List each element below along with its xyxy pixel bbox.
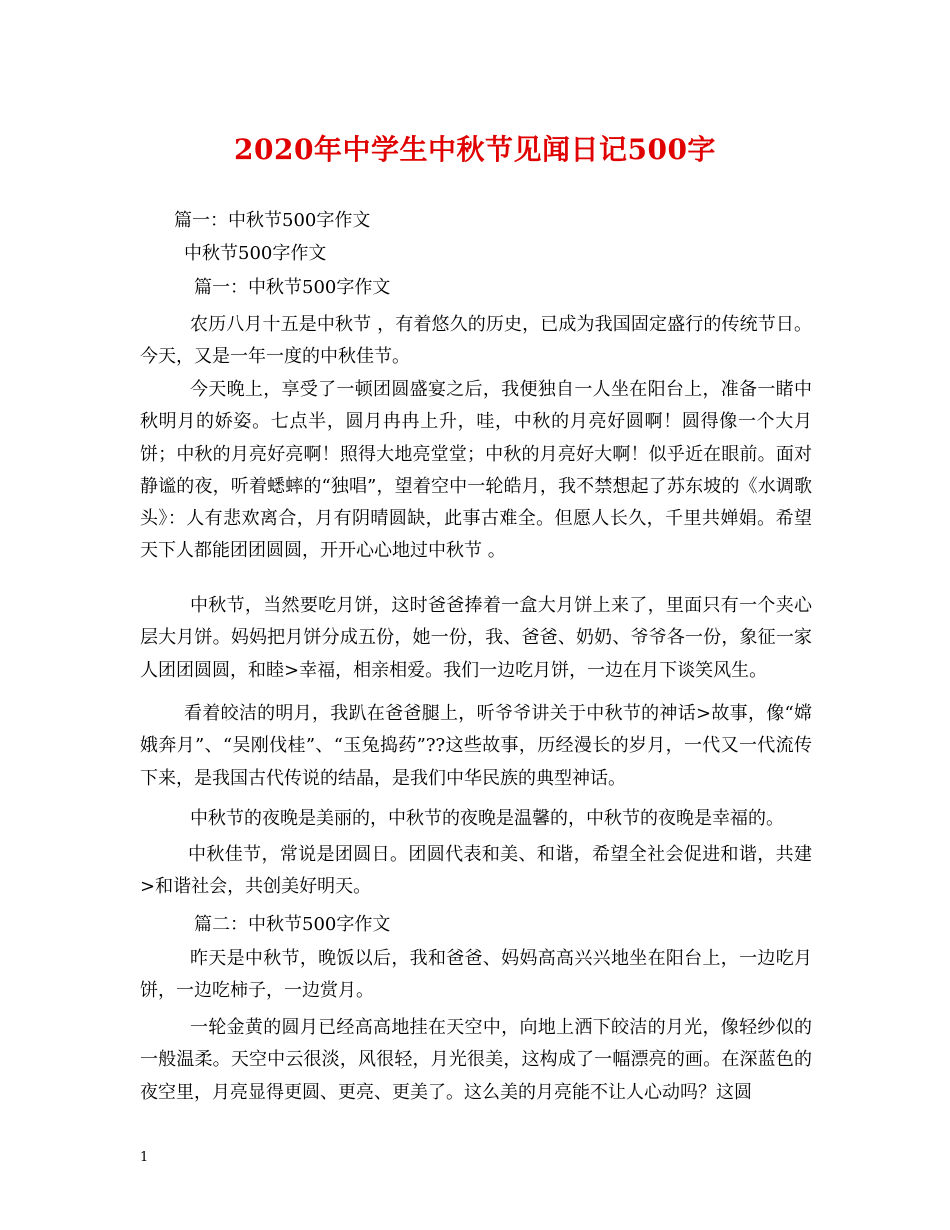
paragraph-2: 今天晚上，享受了一顿团圆盛宴之后，我便独自一人坐在阳台上，准备一睹中秋明月的娇姿。七点半，圆月冉冉上升，哇，中秋的月亮好圆啊！圆得像一个大月饼；中秋的月亮好亮啊！照得大地亮堂堂；中秋的月亮好大啊！似乎近在眼前。面对静谧的夜，听着蟋蟀的“独唱”，望着空中一轮皓月，我不禁想起了苏东坡的《水调歌头》：人有悲欢离合，月有阴晴圆缺，此事古难全。但愿人长久，千里共婵娟。希望天下人都能团团圆圆，开开心心地过中秋节 。 <box>140 379 812 562</box>
paragraph-8: 一轮金黄的圆月已经高高地挂在天空中，向地上洒下皎洁的月光，像轻纱似的一般温柔。天空中云很淡，风很轻，月光很美，这构成了一幅漂亮的画。在深蓝色的夜空里，月亮显得更圆、更亮、更美了。这么美的月亮能不让人心动吗？这圆 <box>140 1017 812 1103</box>
paragraph-3: 中秋节，当然要吃月饼，这时爸爸捧着一盒大月饼上来了，里面只有一个夹心层大月饼。妈妈把月饼分成五份，她一份，我、爸爸、奶奶、爷爷各一份，象征一家人团团圆圆，和睦>幸福，相亲相爱。我们一边吃月饼，一边在月下谈笑风生。 <box>140 595 812 681</box>
page-number: 1 <box>140 1150 149 1165</box>
paragraph-4: 看着皎洁的明月，我趴在爸爸腿上，听爷爷讲关于中秋节的神话>故事，像“嫦娥奔月”、“吴刚伐桂”、“玉兔捣药”??这些故事，历经漫长的岁月，一代又一代流传下来，是我国古代传说的结晶，是我们中华民族的典型神话。 <box>140 703 812 789</box>
paragraph-6: 中秋佳节，常说是团圆日。团圆代表和美、和谐，希望全社会促进和谐，共建>和谐社会，共创美好明天。 <box>140 844 812 898</box>
heading-part-one-repeat: 篇一：中秋节500字作文 <box>194 277 391 298</box>
document-title: 2020年中学生中秋节见闻日记500字 <box>234 133 716 166</box>
paragraph-5: 中秋节的夜晚是美丽的，中秋节的夜晚是温馨的，中秋节的夜晚是幸福的。 <box>190 808 784 829</box>
heading-part-one: 篇一：中秋节500字作文 <box>174 210 371 231</box>
heading-essay: 中秋节500字作文 <box>184 243 327 264</box>
paragraph-7: 昨天是中秋节，晚饭以后，我和爸爸、妈妈高高兴兴地坐在阳台上，一边吃月饼，一边吃柿子，一边赏月。 <box>140 948 812 1002</box>
paragraph-1: 农历八月十五是中秋节 ，有着悠久的历史，已成为我国固定盛行的传统节日。今天，又是一年一度的中秋佳节。 <box>140 314 812 368</box>
heading-part-two: 篇二：中秋节500字作文 <box>194 914 391 935</box>
